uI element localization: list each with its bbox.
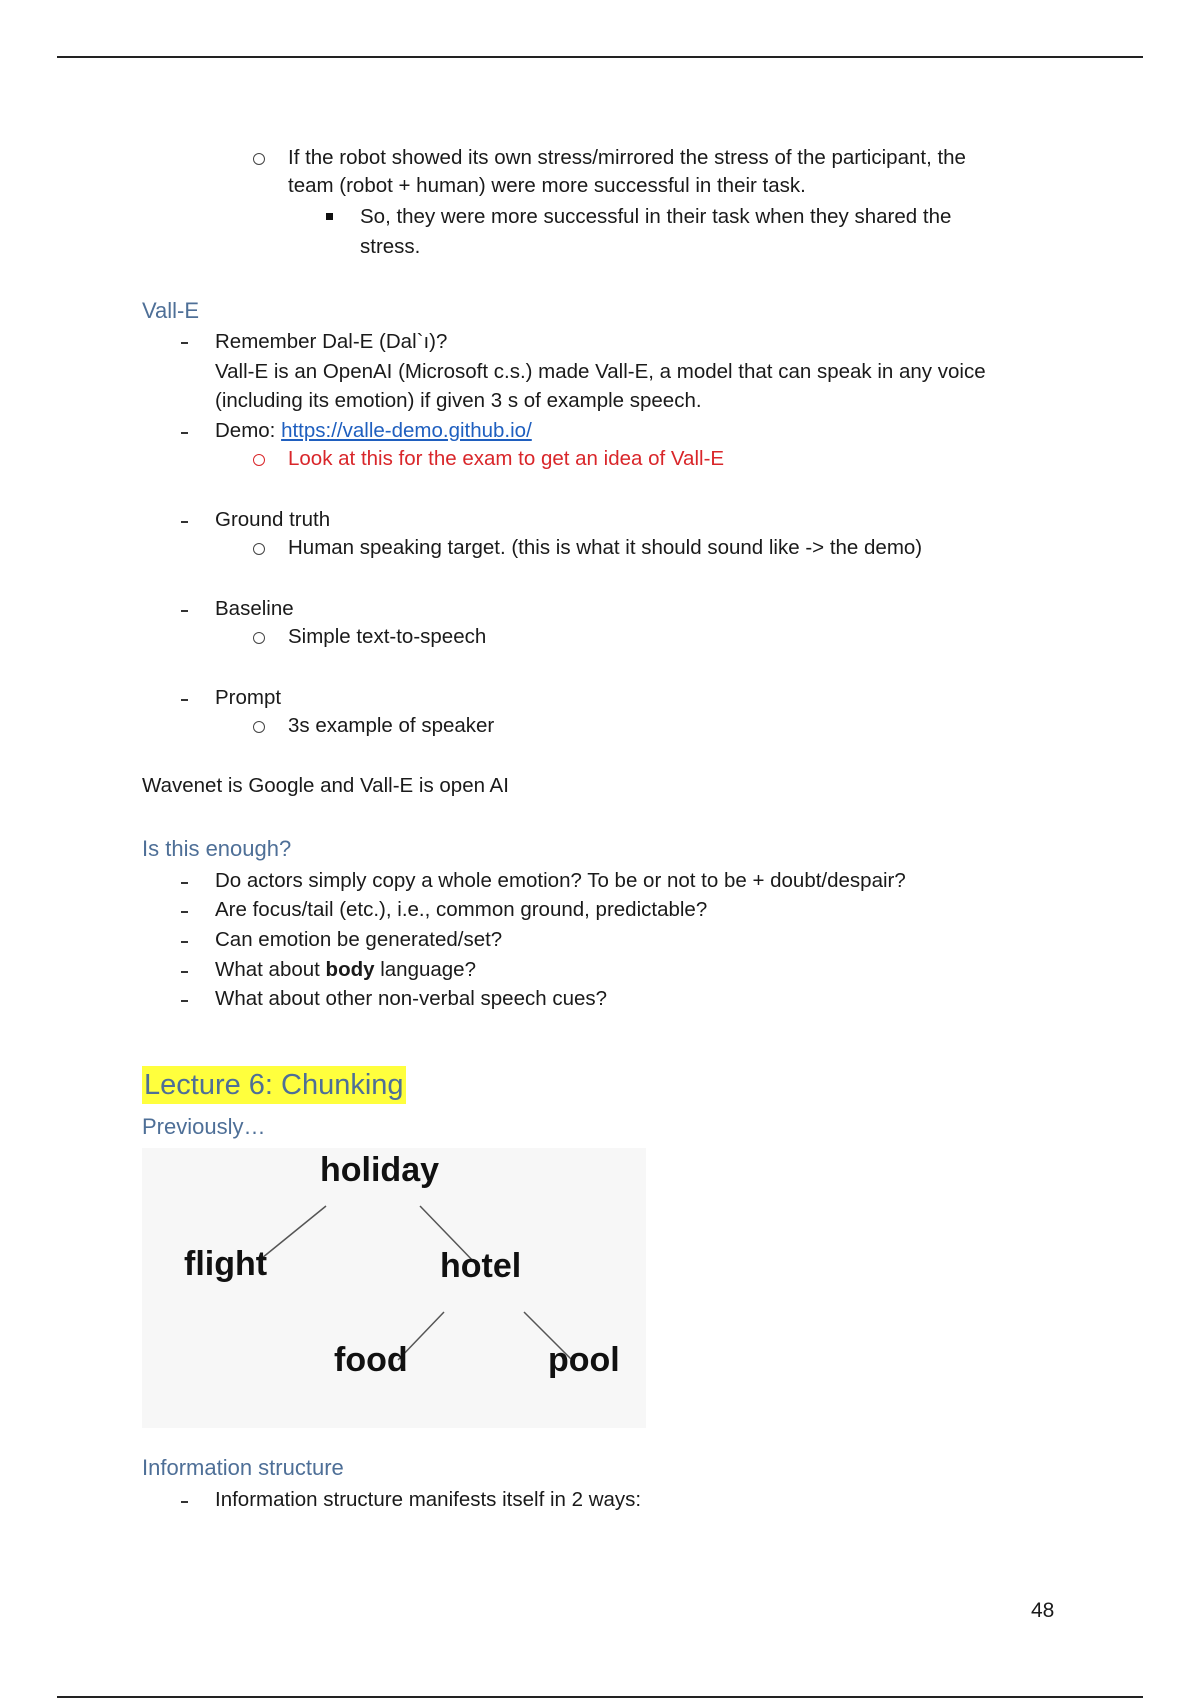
list-item: Prompt — [215, 686, 282, 709]
paragraph: Wavenet is Google and Vall-E is open AI — [142, 774, 509, 797]
list-item: Do actors simply copy a whole emotion? To be or not to be + doubt/despair? — [215, 869, 906, 892]
body-item-post: language? — [374, 958, 476, 981]
demo-link[interactable]: https://valle-demo.github.io/ — [281, 419, 532, 442]
list-item: Ground truth — [215, 508, 331, 531]
body-item-pre: What about — [215, 958, 326, 981]
dash-bullet-icon — [181, 699, 188, 701]
circle-bullet-icon — [253, 153, 265, 165]
list-item: What about other non-verbal speech cues? — [215, 987, 608, 1010]
circle-bullet-icon — [253, 543, 265, 555]
list-item-demo — [215, 418, 532, 444]
list-item-continuation: (including its emotion) if given 3 s of example speech. — [215, 389, 702, 412]
circle-bullet-icon — [253, 721, 265, 733]
dash-bullet-icon — [181, 882, 188, 884]
tree-node-left: flight — [184, 1245, 268, 1283]
sub-bullet-line: team (robot + human) were more successful in their task. — [288, 174, 806, 197]
sub-list-item: Simple text-to-speech — [288, 625, 487, 648]
dash-bullet-icon — [181, 911, 188, 913]
dash-bullet-icon — [181, 1000, 188, 1002]
dash-bullet-icon — [181, 432, 188, 434]
circle-bullet-icon — [253, 454, 265, 466]
lecture-title: Lecture 6: Chunking — [142, 1066, 406, 1104]
tree-node-right: hotel — [440, 1247, 522, 1285]
list-item: Can emotion be generated/set? — [215, 928, 503, 951]
sub-list-item: Human speaking target. (this is what it should sound like -> the demo) — [288, 536, 923, 559]
section-heading-vall-e: Vall-E — [142, 298, 200, 323]
subsub-bullet-line: stress. — [360, 235, 421, 258]
section-heading-previously: Previously… — [142, 1114, 266, 1139]
list-item — [215, 957, 476, 983]
demo-label: Demo: — [215, 419, 282, 442]
bottom-rule — [57, 1696, 1143, 1698]
tree-node-root: holiday — [320, 1151, 440, 1189]
tree-node-right-left: food — [334, 1341, 408, 1379]
list-item: Remember Dal-E (Dal`ı)? — [215, 330, 448, 353]
subsub-bullet-line: So, they were more successful in their task when they shared the — [360, 205, 952, 228]
dash-bullet-icon — [181, 1501, 188, 1503]
list-item: Information structure manifests itself in 2 ways: — [215, 1488, 642, 1511]
exam-note: Look at this for the exam to get an idea of Vall-E — [288, 447, 725, 470]
list-item-continuation: Vall-E is an OpenAI (Microsoft c.s.) made Vall-E, a model that can speak in any voice — [215, 360, 986, 383]
dash-bullet-icon — [181, 610, 188, 612]
dash-bullet-icon — [181, 521, 188, 523]
dash-bullet-icon — [181, 342, 188, 344]
dash-bullet-icon — [181, 971, 188, 973]
square-bullet-icon — [326, 213, 333, 220]
chunking-tree-diagram — [142, 1148, 646, 1428]
section-heading-is-this-enough: Is this enough? — [142, 836, 292, 861]
list-item: Baseline — [215, 597, 294, 620]
sub-bullet-line: If the robot showed its own stress/mirrored the stress of the participant, the — [288, 146, 966, 169]
section-heading-information-structure: Information structure — [142, 1455, 344, 1480]
list-item: Are focus/tail (etc.), i.e., common ground, predictable? — [215, 898, 708, 921]
tree-node-right-right: pool — [548, 1341, 620, 1379]
dash-bullet-icon — [181, 941, 188, 943]
sub-list-item: 3s example of speaker — [288, 714, 495, 737]
body-item-bold: body — [325, 958, 375, 981]
page-number: 48 — [1031, 1599, 1055, 1622]
circle-bullet-icon — [253, 632, 265, 644]
top-rule — [57, 56, 1143, 58]
tree-connectors — [142, 1148, 646, 1428]
edge-holiday-flight — [262, 1206, 326, 1258]
